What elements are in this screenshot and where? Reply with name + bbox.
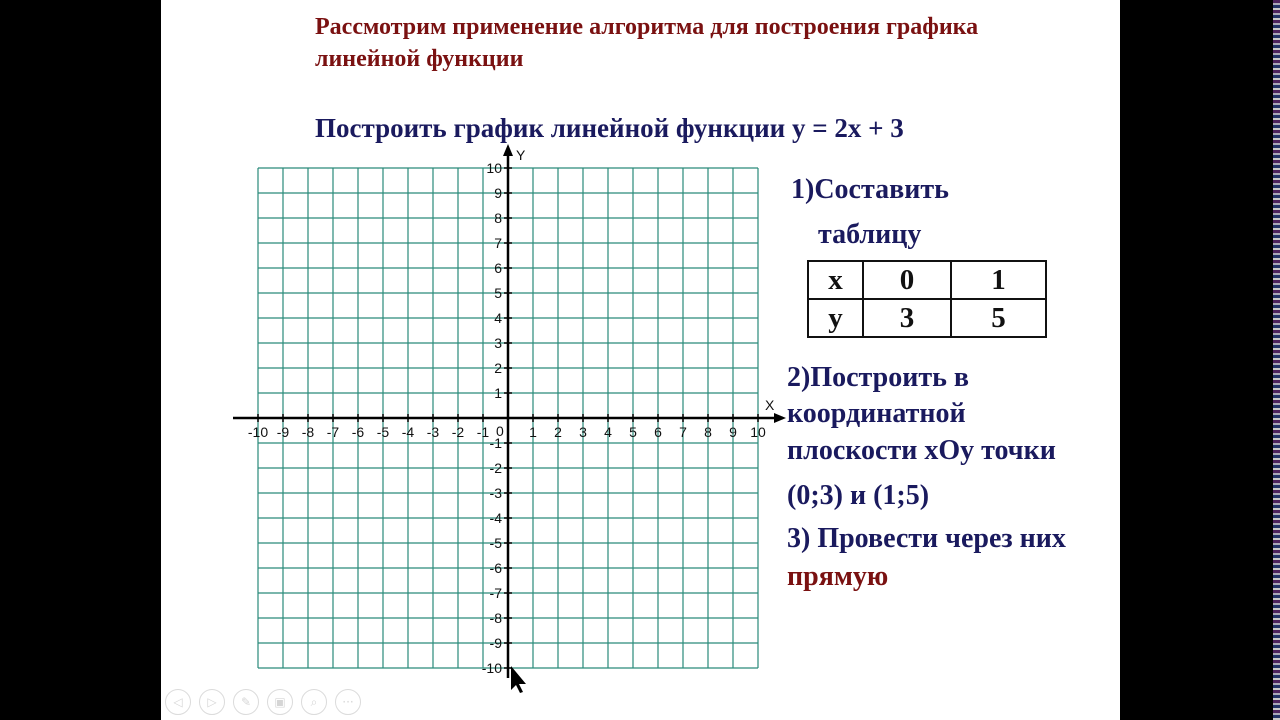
x-tick-label: -8 (301, 424, 315, 440)
y-tick-label: 5 (494, 285, 502, 301)
x-tick-label: -9 (276, 424, 290, 440)
y-axis-label: Y (516, 147, 526, 163)
x-tick-label: -3 (426, 424, 440, 440)
axes (233, 144, 786, 678)
x-tick-label: 4 (604, 424, 612, 440)
coordinate-plane (161, 0, 1120, 720)
slide-title-line2: линейной функции (315, 46, 524, 72)
x-tick-label: -1 (476, 424, 490, 440)
y-tick-label: 1 (494, 385, 502, 401)
x-tick-label: -4 (401, 424, 415, 440)
y-tick-label: -2 (489, 460, 502, 476)
x-tick-label: 5 (629, 424, 637, 440)
step2-label-line3: плоскости хОу точки (787, 435, 1056, 466)
table-cell: 3 (863, 299, 951, 337)
pen-icon[interactable]: ✎ (233, 689, 259, 715)
x-tick-label: 6 (654, 424, 662, 440)
more-icon[interactable]: ··· (335, 689, 361, 715)
x-tick-label: 9 (729, 424, 737, 440)
prev-icon[interactable]: ◁ (165, 689, 191, 715)
y-tick-label: -7 (489, 585, 502, 601)
table-header-y: у (808, 299, 863, 337)
x-tick-label: -10 (247, 424, 269, 440)
zoom-icon[interactable]: ⌕ (301, 689, 327, 715)
y-tick-label: 9 (494, 185, 502, 201)
x-axis-label: X (765, 397, 775, 413)
task-statement: Построить график линейной функции у = 2х + 3 (315, 113, 904, 143)
y-tick-label: -1 (489, 435, 502, 451)
y-tick-label: -3 (489, 485, 502, 501)
y-tick-label: 7 (494, 235, 502, 251)
slide (161, 0, 1120, 720)
x-tick-label: -2 (451, 424, 465, 440)
table-row (808, 299, 1046, 337)
step2-label: 2)Построить в (787, 362, 970, 393)
x-tick-label: -5 (376, 424, 390, 440)
slide-title: Рассмотрим применение алгоритма для построения графика (315, 14, 979, 40)
copy-icon[interactable]: ▣ (267, 689, 293, 715)
x-tick-label: 10 (750, 424, 766, 440)
y-tick-label: 2 (494, 360, 502, 376)
step3-label: 3) Провести через них (787, 523, 1066, 554)
x-tick-label: 3 (579, 424, 587, 440)
step1-label: 1)Составить (791, 174, 949, 205)
slideshow-controls (165, 689, 361, 715)
x-axis-arrow-icon (774, 413, 786, 423)
y-tick-label: 6 (494, 260, 502, 276)
step2-points: (0;3) и (1;5) (787, 480, 930, 511)
y-tick-label: 4 (494, 310, 502, 326)
table-header-x: х (808, 261, 863, 299)
x-tick-label: 8 (704, 424, 712, 440)
y-tick-label: -5 (489, 535, 502, 551)
y-tick-label: -10 (481, 660, 502, 676)
table-cell: 1 (951, 261, 1046, 299)
x-tick-label: -6 (351, 424, 365, 440)
y-tick-label: -8 (489, 610, 502, 626)
x-tick-label: 7 (679, 424, 687, 440)
y-tick-label: -6 (489, 560, 502, 576)
y-tick-label: 10 (486, 160, 502, 176)
y-axis-arrow-icon (503, 144, 513, 156)
step2-label-line2: координатной (787, 398, 966, 429)
y-tick-label: 8 (494, 210, 502, 226)
y-tick-label: -9 (489, 635, 502, 651)
table-row (808, 261, 1046, 299)
y-tick-label: -4 (489, 510, 502, 526)
y-tick-label: 3 (494, 335, 502, 351)
values-table (807, 260, 1047, 338)
x-tick-label: 1 (529, 424, 537, 440)
side-strip (1273, 0, 1280, 720)
x-tick-label: -7 (326, 424, 340, 440)
origin-label: 0 (496, 423, 504, 439)
next-icon[interactable]: ▷ (199, 689, 225, 715)
table-cell: 5 (951, 299, 1046, 337)
table-cell: 0 (863, 261, 951, 299)
x-tick-label: 2 (554, 424, 562, 440)
mouse-cursor-icon (511, 666, 526, 693)
step1-label-line2: таблицу (818, 219, 922, 250)
step3-label-line2: прямую (787, 561, 889, 592)
